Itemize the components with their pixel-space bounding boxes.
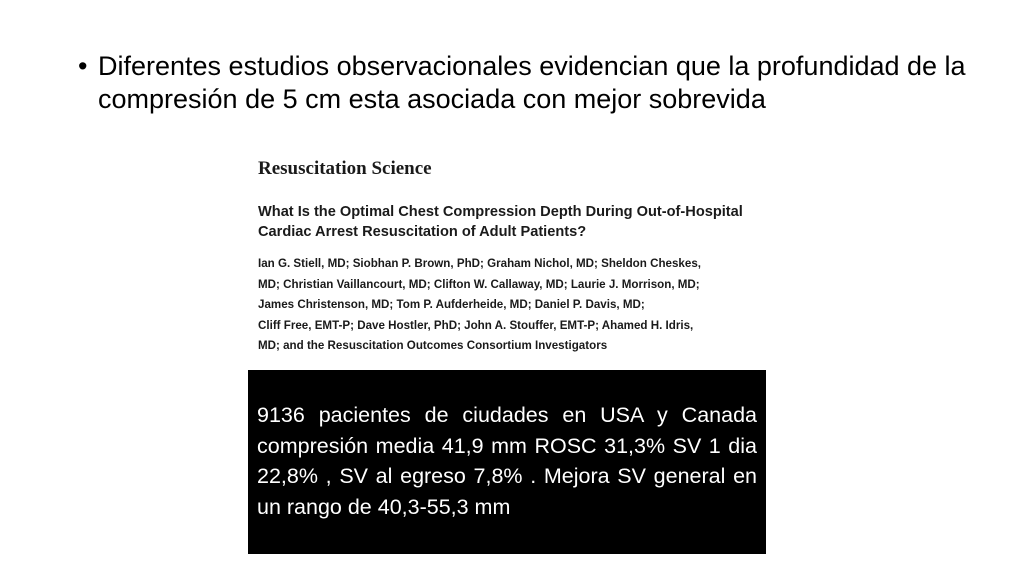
author-line: MD; and the Resuscitation Outcomes Consortium Investigators <box>258 339 608 352</box>
summary-box <box>248 370 766 554</box>
bullet-text: Diferentes estudios observacionales evidencian que la profundidad de la compresión de 5 cm esta asociada con mejor sobrevida <box>98 51 966 114</box>
bullet-point <box>78 50 978 116</box>
paper-section-heading: Resuscitation Science <box>258 158 432 179</box>
paper-title: What Is the Optimal Chest Compression Depth During Out-of-Hospital Cardiac Arrest Resuscitation of Adult Patients? <box>258 204 743 240</box>
author-line: MD; Christian Vaillancourt, MD; Clifton W. Callaway, MD; Laurie J. Morrison, MD; <box>258 277 700 291</box>
author-line: Ian G. Stiell, MD; Siobhan P. Brown, PhD; Graham Nichol, MD; Sheldon Cheskes, <box>258 257 701 270</box>
bullet-glyph: • <box>78 51 88 81</box>
summary-text: 9136 pacientes de ciudades en USA y Canada compresión media 41,9 mm ROSC 31,3% SV 1 dia 22,8% , SV al egreso 7,8% . Mejora SV general en un rango de 40,3-55,3 mm <box>257 403 757 519</box>
author-line: James Christenson, MD; Tom P. Aufderheide, MD; Daniel P. Davis, MD; <box>258 298 645 311</box>
paper-header-image <box>248 150 768 365</box>
paper-authors <box>258 254 763 357</box>
author-line: Cliff Free, EMT-P; Dave Hostler, PhD; John A. Stouffer, EMT-P; Ahamed H. Idris, <box>258 318 694 332</box>
